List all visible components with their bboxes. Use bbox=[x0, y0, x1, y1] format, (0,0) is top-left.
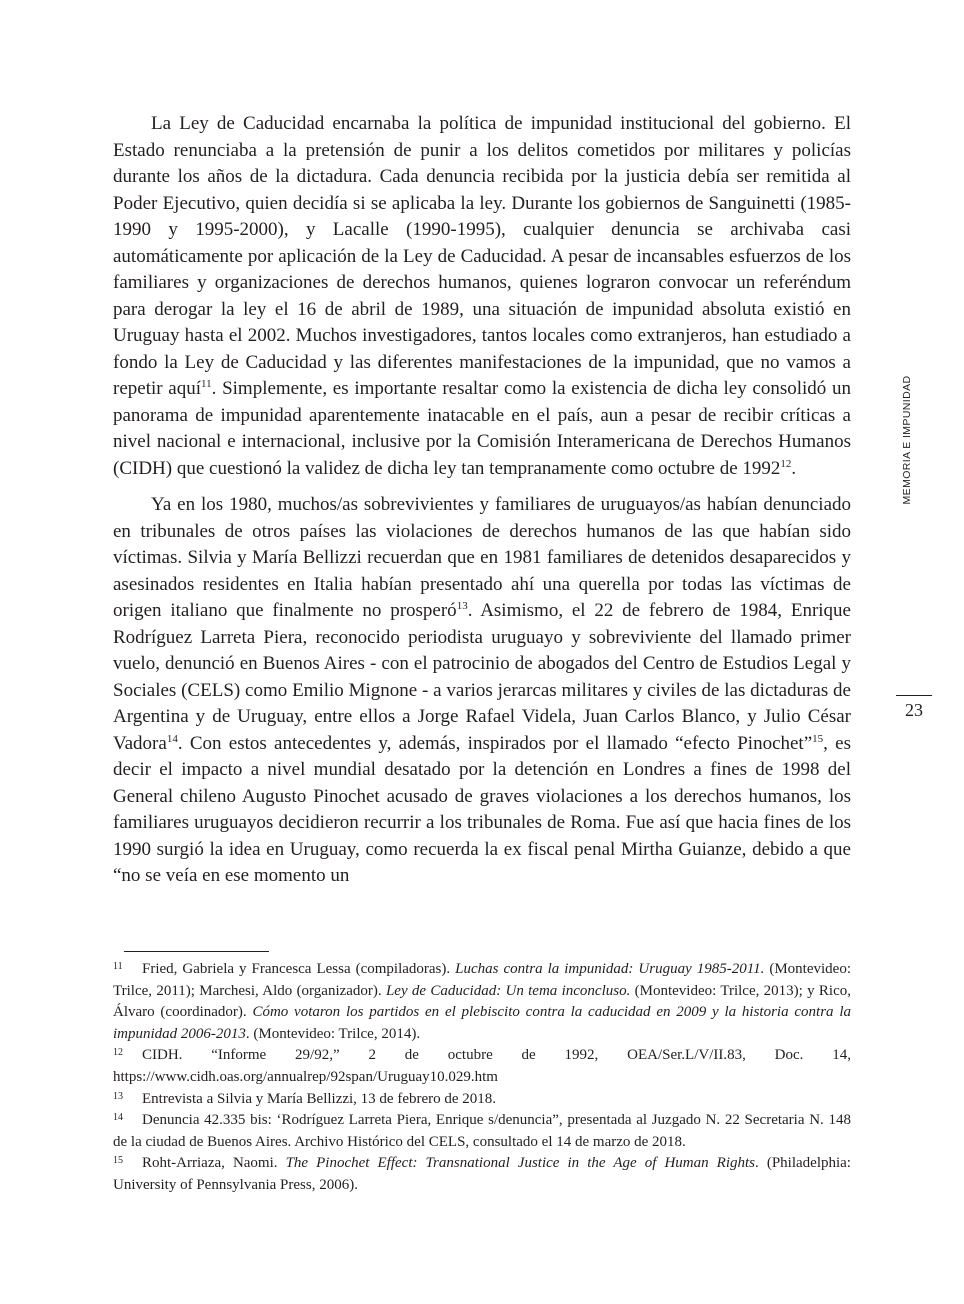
footnotes bbox=[113, 959, 851, 1197]
footnote-separator bbox=[124, 951, 269, 952]
footnote: 11 Fried, Gabriela y Francesca Lessa (compiladoras). Luchas contra la impunidad: Uruguay 1985-2011. (Montevideo: Trilce, 2011); Marchesi, Aldo (organizador). Ley de Caducidad: Un tema inconcluso. (Montevideo: Trilce, 2013); y Rico, Álvaro (coordinador). Cómo votaron los partidos en el plebiscito contra la caducidad en 2009 y la historia contra la impunidad 2006-2013. (Montevideo: Trilce, 2014). bbox=[113, 961, 851, 1042]
footnote: 14 Denuncia 42.335 bis: ‘Rodríguez Larreta Piera, Enrique s/denuncia”, presentada al Juzgado N. 22 Secretaria N. 148 de la ciudad de Buenos Aires. Archivo Histórico del CELS, consultado el 14 de marzo de 2018. bbox=[113, 1112, 851, 1150]
paragraph: Ya en los 1980, muchos/as sobrevivientes y familiares de uruguayos/as habían denunciado en tribunales de otros países las violaciones de derechos humanos de las que habían sido víctimas. Silvia y María Bellizzi recuerdan que en 1981 familiares de detenidos desaparecidos y asesinados residentes en Italia habían presentado ahí una querella por todas las víctimas de origen italiano que finalmente no prosperó$^{13}$. Asimismo, el 22 de febrero de 1984, Enrique Rodríguez Larreta Piera, reconocido periodista uruguayo y sobreviviente del llamado primer vuelo, denunció en Buenos Aires - con el patrocinio de abogados del Centro de Estudios Legal y Sociales (CELS) como Emilio Mignone - a varios jerarcas militares y civiles de las dictaduras de Argentina y de Uruguay, entre ellos a Jorge Rafael Videla, Juan Carlos Blanco, y Julio César Vadora$^{14}$. Con estos antecedentes y, además, inspirados por el llamado “efecto Pinochet”$^{15}$, es decir el impacto a nivel mundial desatado por la detención en Londres a fines de 1998 del General chileno Augusto Pinochet acusado de graves violaciones a los derechos humanos, los familiares uruguayos decidieron recurrir a los tribunales de Roma. Fue así que hacia fines de los 1990 surgió la idea en Uruguay, como recuerda la ex fiscal penal Mirtha Guianze, debido a que “no se veía en ese momento un bbox=[113, 494, 852, 886]
footnote: 13 Entrevista a Silvia y María Bellizzi, 13 de febrero de 2018. bbox=[113, 1090, 497, 1107]
running-head-text: MEMORIA E IMPUNIDAD bbox=[901, 375, 913, 505]
footnote-text: CIDH. “Informe 29/92,” 2 de octubre de 1992, OEA/Ser.L/V/II.83, Doc. 14, https://www.cidh.oas.org/annualrep/92span/Uruguay10.029.htm bbox=[113, 1047, 851, 1085]
footnote-reference: 12 bbox=[780, 457, 792, 470]
footnote: 12 CIDH. “Informe 29/92,” 2 de octubre de 1992, OEA/Ser.L/V/II.83, Doc. 14, https://www.cidh.oas.org/annualrep/92span/Uruguay10.029.htm bbox=[113, 1047, 851, 1085]
footnote-reference: 14 bbox=[166, 732, 178, 745]
footnote-text: Fried, Gabriela y Francesca Lessa (compiladoras). Luchas contra la impunidad: Uruguay 1985-2011. (Montevideo: Trilce, 2011); Marchesi, Aldo (organizador). Ley de Caducidad: Un tema inconcluso. (Montevideo: Trilce, 2013); y Rico, Álvaro (coordinador). Cómo votaron los partidos en el plebiscito contra la caducidad en 2009 y la historia contra la impunidad 2006-2013. (Montevideo: Trilce, 2014). bbox=[113, 961, 851, 1042]
footnote-reference: 11 bbox=[201, 378, 212, 390]
page-number: 23 bbox=[905, 700, 923, 720]
folio-rule bbox=[896, 695, 932, 696]
footnote-text: Entrevista a Silvia y María Bellizzi, 13 de febrero de 2018. bbox=[142, 1090, 497, 1107]
footnote-reference: 13 bbox=[456, 600, 468, 612]
paragraph: La Ley de Caducidad encarnaba la política de impunidad institucional del gobierno. El Estado renunciaba a la pretensión de punir a los delitos cometidos por militares y policías durante los años de la dictadura. Cada denuncia recibida por la justicia debía ser remitida al Poder Ejecutivo, quien decidía si se aplicaba la ley. Durante los gobiernos de Sanguinetti (1985-1990 y 1995-2000), y Lacalle (1990-1995), cualquier denuncia se archivaba casi automáticamente por aplicación de la Ley de Caducidad. A pesar de incansables esfuerzos de los familiares y organizaciones de derechos humanos, quienes lograron convocar un referéndum para derogar la ley el 16 de abril de 1989, una situación de impunidad absoluta existió en Uruguay hasta el 2002. Muchos investigadores, tantos locales como extranjeros, han estudiado a fondo la Ley de Caducidad y las diferentes manifestaciones de la impunidad, que no vamos a repetir aquí$^{11}$. Simplemente, es importante resaltar como la existencia de dicha ley consolidó un panorama de impunidad aparentemente inatacable en el país, aun a pesar de recibir críticas a nivel nacional e internacional, inclusive por la Comisión Interamericana de Derechos Humanos (CIDH) que cuestionó la validez de dicha ley tan tempranamente como octubre de 1992$^{12}$. bbox=[113, 113, 851, 479]
italic-title: Ley de Caducidad: Un tema inconcluso. bbox=[385, 982, 631, 999]
footnote-text: Denuncia 42.335 bis: ‘Rodríguez Larreta Piera, Enrique s/denuncia”, presentada al Juzgado N. 22 Secretaria N. 148 de la ciudad de Buenos Aires. Archivo Histórico del CELS, consultado el 14 de marzo de 2018. bbox=[113, 1112, 851, 1150]
footnote-reference: 15 bbox=[812, 732, 824, 745]
body-text bbox=[113, 111, 851, 900]
running-head bbox=[897, 370, 917, 510]
italic-title: Luchas contra la impunidad: Uruguay 1985-2011. bbox=[455, 961, 765, 977]
italic-title: The Pinochet Effect: Transnational Justice in the Age of Human Rights bbox=[285, 1155, 756, 1172]
footnote-text: Roht-Arriaza, Naomi. The Pinochet Effect: Transnational Justice in the Age of Human Rights. (Philadelphia: University of Pennsylvania Press, 2006). bbox=[113, 1155, 851, 1193]
footnote: 15 Roht-Arriaza, Naomi. The Pinochet Effect: Transnational Justice in the Age of Human Rights. (Philadelphia: University of Pennsylvania Press, 2006). bbox=[113, 1155, 851, 1193]
italic-title: Cómo votaron los partidos en el plebiscito contra la caducidad en 2009 y la historia contra la impunidad 2006-2013 bbox=[113, 1004, 851, 1042]
